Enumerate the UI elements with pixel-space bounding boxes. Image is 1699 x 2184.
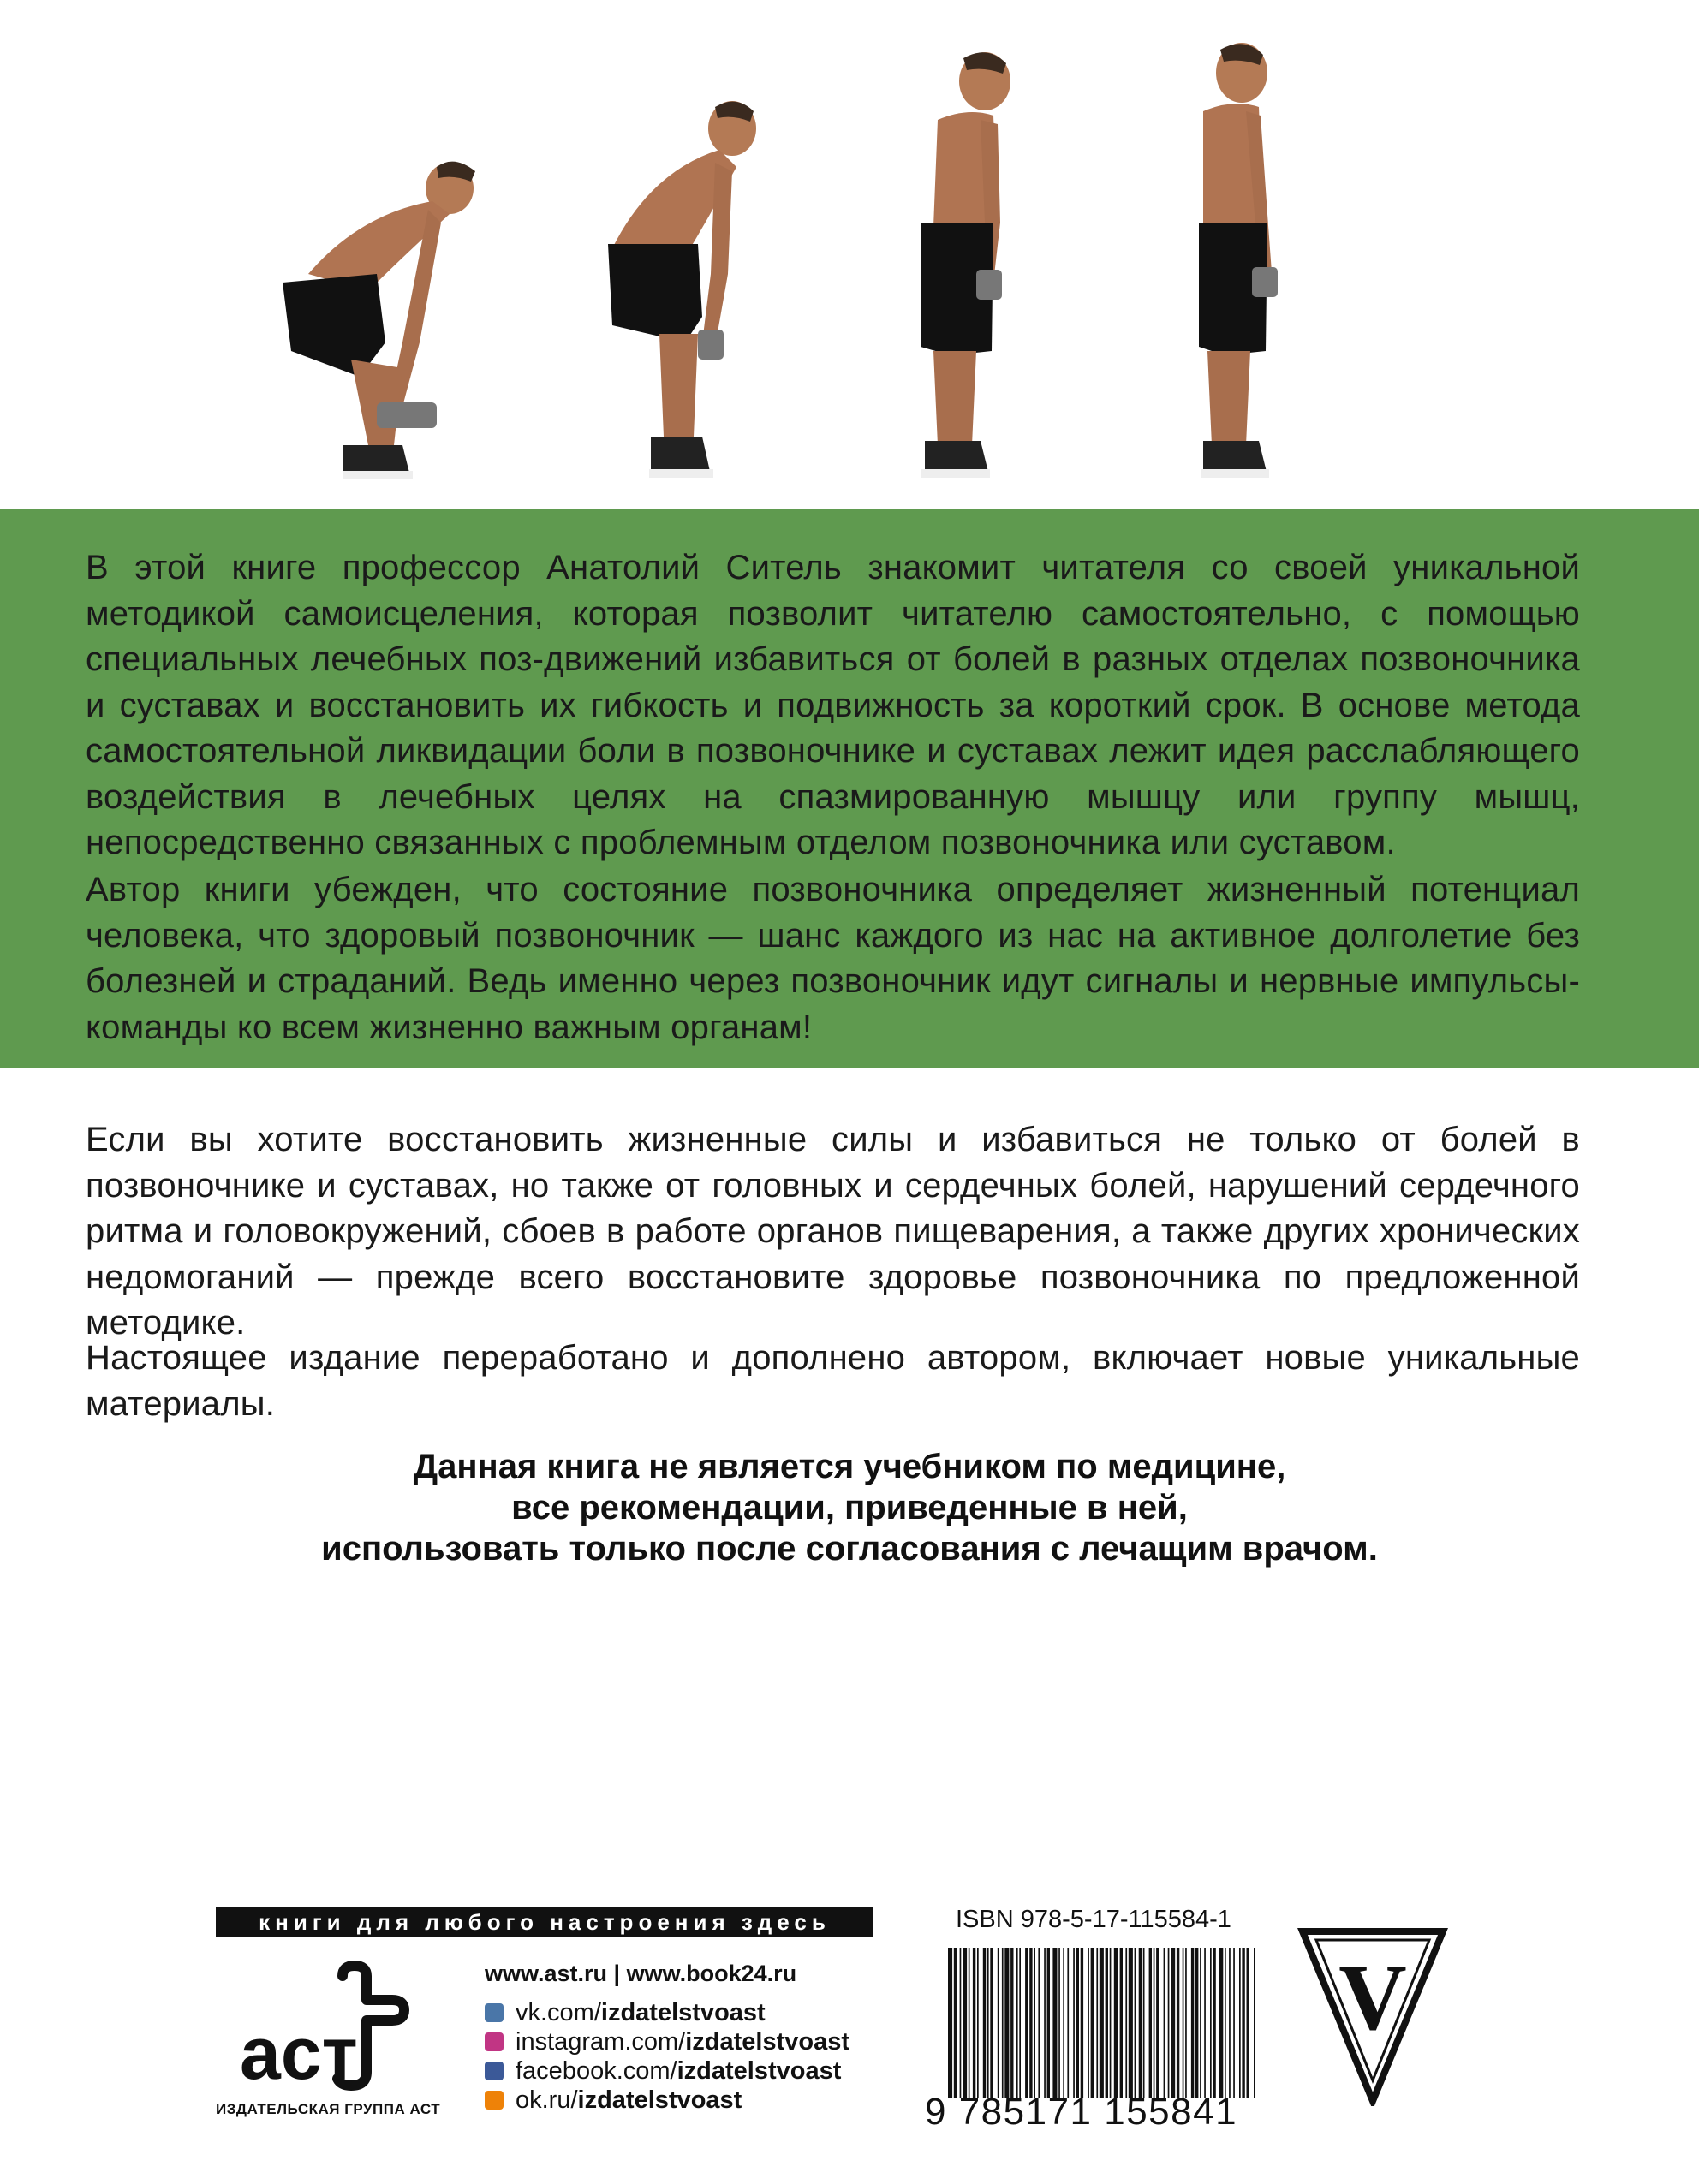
barcode-bar bbox=[1219, 1948, 1223, 2098]
barcode-bar bbox=[1143, 1948, 1145, 2098]
barcode-bar bbox=[1120, 1948, 1123, 2098]
deadlift-illustration bbox=[0, 0, 1699, 509]
barcode-bar bbox=[1139, 1948, 1142, 2098]
barcode-bar bbox=[1149, 1948, 1152, 2098]
barcode bbox=[946, 1948, 1258, 2098]
barcode-bar bbox=[1019, 1948, 1021, 2098]
publisher-logo-text: аст bbox=[240, 2013, 358, 2095]
barcode-bar bbox=[1010, 1948, 1013, 2098]
barcode-bar bbox=[1171, 1948, 1175, 2098]
barcode-bar bbox=[1177, 1948, 1179, 2098]
figure-stage-3 bbox=[921, 52, 1010, 478]
vk-icon bbox=[485, 2003, 504, 2022]
barcode-bar bbox=[1025, 1948, 1028, 2098]
barcode-bar bbox=[1125, 1948, 1127, 2098]
barcode-bar bbox=[1004, 1948, 1009, 2098]
barcode-bar bbox=[954, 1948, 957, 2098]
green-description-block bbox=[0, 509, 1699, 1068]
barcode-bar bbox=[990, 1948, 993, 2098]
barcode-bar bbox=[1029, 1948, 1032, 2098]
barcode-bar bbox=[1156, 1948, 1159, 2098]
barcode-bar bbox=[1047, 1948, 1050, 2098]
barcode-bar bbox=[963, 1948, 967, 2098]
barcode-bar bbox=[1164, 1948, 1165, 2098]
social-link-instagram[interactable]: instagram.com/ izdatelstvoast bbox=[485, 2027, 887, 2056]
barcode-bar bbox=[1200, 1948, 1201, 2098]
exercise-photo-sequence bbox=[0, 0, 1699, 509]
barcode-bar bbox=[1067, 1948, 1069, 2098]
barcode-bar bbox=[1129, 1948, 1133, 2098]
barcode-bar bbox=[1229, 1948, 1231, 2098]
social-link-vk[interactable]: vk.com/ izdatelstvoast bbox=[485, 1998, 887, 2027]
disclaimer-line-1: Данная книга не является учебником по медицине, bbox=[413, 1448, 1286, 1485]
publisher-caption: ИЗДАТЕЛЬСКАЯ ГРУППА АСТ bbox=[216, 2101, 441, 2117]
barcode-bar bbox=[1195, 1948, 1198, 2098]
barcode-bar bbox=[1091, 1948, 1094, 2098]
barcode-bar bbox=[1185, 1948, 1187, 2098]
website-links[interactable]: www.ast.ru | www.book24.ru bbox=[485, 1961, 797, 1986]
figure-stage-2 bbox=[608, 101, 756, 478]
barcode-bar bbox=[1002, 1948, 1004, 2098]
barcode-bar bbox=[1191, 1948, 1194, 2098]
barcode-bar bbox=[1135, 1948, 1136, 2098]
barcode-bar bbox=[1114, 1948, 1118, 2098]
barcode-bar bbox=[1081, 1948, 1083, 2098]
barcode-bar bbox=[948, 1948, 952, 2098]
disclaimer-line-3: использовать только после согласования с лечащим врачом. bbox=[321, 1530, 1378, 1568]
barcode-bar bbox=[1016, 1948, 1018, 2098]
barcode-bar bbox=[1239, 1948, 1241, 2098]
barcode-bar bbox=[1034, 1948, 1035, 2098]
barcode-bar bbox=[1254, 1948, 1255, 2098]
barcode-bar bbox=[969, 1948, 970, 2098]
figure-stage-1 bbox=[283, 162, 475, 479]
odnoklassniki-icon bbox=[485, 2091, 504, 2110]
barcode-bar bbox=[1100, 1948, 1104, 2098]
barcode-bar bbox=[1213, 1948, 1215, 2098]
social-link-facebook[interactable]: facebook.com/ izdatelstvoast bbox=[485, 2056, 887, 2086]
barcode-bar bbox=[1225, 1948, 1226, 2098]
body-paragraph-1: Если вы хотите восстановить жизненные силы и избавиться не только от болей в позвоночнике и суставах, но также от головных и сердечных болей, нарушений сердечного ритма и головокружений, сбоев в работе органов пищеварения, а также других хронических недомоганий — прежде всего восстановите здоровье позвоночника по предложенной методике. bbox=[86, 1121, 1580, 1342]
ast-logo-icon bbox=[214, 1959, 462, 2096]
barcode-bar bbox=[1154, 1948, 1155, 2098]
publisher-links bbox=[485, 1961, 887, 2115]
social-link-odnoklassniki[interactable]: ok.ru/ izdatelstvoast bbox=[485, 2086, 887, 2115]
barcode-bar bbox=[1233, 1948, 1235, 2098]
barcode-bar bbox=[1088, 1948, 1089, 2098]
barcode-bar bbox=[1110, 1948, 1112, 2098]
description-paragraph-1: В этой книге профессор Анатолий Ситель знакомит читателя со своей уникальной методикой самоисцеления, которая позволит читателю самостоятельно, с помощью специальных лечебных поз-движений избавиться от болей в разных отделах позвоночника и суставах и восстановить их гибкость и подвижность за короткий срок. В основе метода самостоятельной ликвидации боли в позвоночнике и суставах лежит идея расслабляющего воздействия в лечебных целях на спазмированную мышцу или группу мышц, непосредственно связанных с проблемным отделом позвоночника или суставом. bbox=[86, 549, 1580, 861]
barcode-bar bbox=[1204, 1948, 1206, 2098]
barcode-bar bbox=[1106, 1948, 1108, 2098]
barcode-bar bbox=[1242, 1948, 1244, 2098]
barcode-bar bbox=[1210, 1948, 1212, 2098]
tagline-banner: книги для любого настроения здесь bbox=[216, 1907, 873, 1937]
barcode-bar bbox=[1247, 1948, 1249, 2098]
barcode-bar bbox=[1076, 1948, 1079, 2098]
barcode-bar bbox=[1096, 1948, 1098, 2098]
barcode-bar bbox=[1052, 1948, 1057, 2098]
barcode-bar bbox=[1073, 1948, 1075, 2098]
barcode-bar bbox=[998, 1948, 999, 2098]
barcode-bar bbox=[977, 1948, 979, 2098]
barcode-digits: 9 785171 155841 bbox=[925, 2091, 1238, 2133]
barcode-bar bbox=[1044, 1948, 1046, 2098]
figure-stage-4 bbox=[1199, 43, 1278, 478]
facebook-icon bbox=[485, 2062, 504, 2080]
age-rating-mark bbox=[1297, 1926, 1448, 2106]
barcode-bar bbox=[1058, 1948, 1060, 2098]
barcode-bar bbox=[1168, 1948, 1170, 2098]
barcode-bar bbox=[1038, 1948, 1040, 2098]
barcode-bar bbox=[1063, 1948, 1064, 2098]
disclaimer-line-2: все рекомендации, приведенные в ней, bbox=[511, 1489, 1188, 1526]
isbn-number: ISBN 978-5-17-115584-1 bbox=[956, 1906, 1231, 1933]
barcode-bar bbox=[973, 1948, 975, 2098]
barcode-bar bbox=[1183, 1948, 1184, 2098]
description-paragraph-2: Автор книги убежден, что состояние позвоночника определяет жизненный потенциал человека, что здоровый позвоночник — шанс каждого из нас на активное долголетие без болезней и страданий. Ведь именно через позвоночник идут сигналы и нервные импульсы-команды ко всем жизненно важным органам! bbox=[86, 871, 1580, 1046]
barcode-bar bbox=[983, 1948, 986, 2098]
barcode-bar bbox=[960, 1948, 962, 2098]
instagram-icon bbox=[485, 2032, 504, 2051]
barcode-bar bbox=[987, 1948, 989, 2098]
age-mark-letter: V bbox=[1338, 1945, 1407, 2050]
body-paragraph-2: Настоящее издание переработано и дополнено автором, включает новые уникальные материалы. bbox=[86, 1339, 1580, 1423]
